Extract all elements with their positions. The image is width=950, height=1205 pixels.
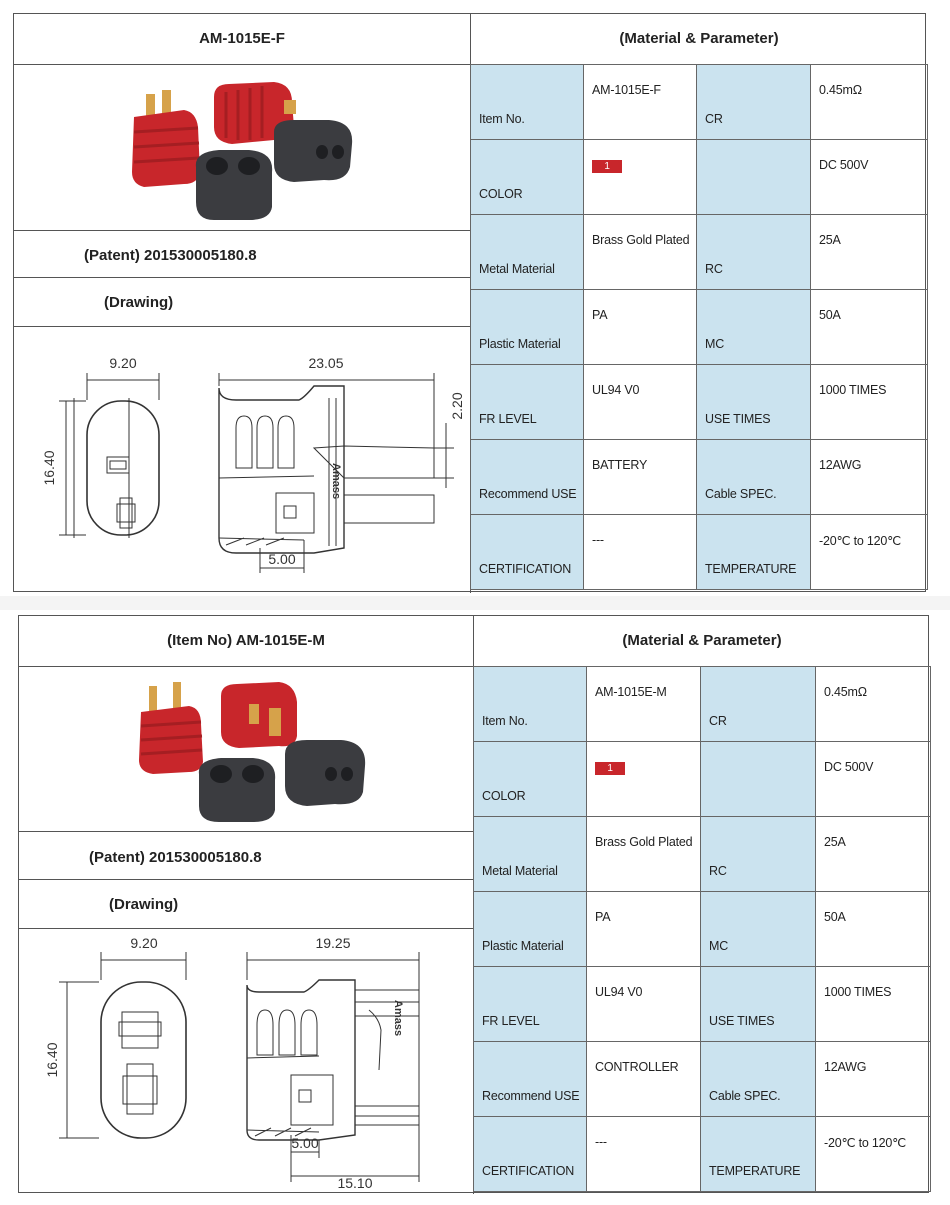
param-value: 50A <box>824 910 846 924</box>
param-value: 50A <box>819 308 841 322</box>
param-value-cell <box>587 967 701 1042</box>
parameter-row <box>471 365 928 440</box>
product-title: AM-1015E-F <box>199 30 285 47</box>
product-title: (Item No) AM-1015E-M <box>167 632 325 649</box>
param-value: Brass Gold Plated <box>592 233 690 247</box>
param-label-cell <box>697 215 811 290</box>
param-value-cell <box>811 140 928 215</box>
param-value: 0.45mΩ <box>819 83 862 97</box>
param-label: Recommend USE <box>482 1089 580 1103</box>
patent-number: (Patent) 201530005180.8 <box>84 247 257 264</box>
param-value: UL94 V0 <box>595 985 643 999</box>
product-card-f <box>13 13 926 592</box>
param-label-cell <box>474 1117 587 1192</box>
param-value-cell <box>587 1042 701 1117</box>
technical-drawing <box>19 930 472 1192</box>
product-photo <box>129 674 389 824</box>
param-value-cell <box>816 892 931 967</box>
param-value-cell <box>584 365 697 440</box>
product-photo <box>114 72 374 222</box>
param-value-cell <box>816 1117 931 1192</box>
param-value-cell <box>811 65 928 140</box>
param-value: 0.45mΩ <box>824 685 867 699</box>
param-label: CERTIFICATION <box>482 1164 575 1178</box>
param-value-cell <box>584 440 697 515</box>
param-label-cell <box>697 515 811 590</box>
param-value-cell <box>584 215 697 290</box>
param-label-cell <box>474 667 587 742</box>
param-label: Metal Material <box>482 864 558 878</box>
param-value-cell <box>584 290 697 365</box>
param-label: USE TIMES <box>709 1014 775 1028</box>
dim-width: 9.20 <box>130 935 158 951</box>
param-label-cell <box>701 967 816 1042</box>
param-value: CONTROLLER <box>595 1060 679 1074</box>
param-value-cell <box>584 140 697 215</box>
param-value: -20℃ to 120℃ <box>819 534 901 548</box>
param-value: AM-1015E-M <box>595 685 667 699</box>
param-label-cell <box>471 290 584 365</box>
param-value-cell <box>816 967 931 1042</box>
param-value: 12AWG <box>819 458 862 472</box>
param-label: CR <box>705 112 723 126</box>
param-label-cell <box>701 1117 816 1192</box>
parameter-table <box>473 666 931 1192</box>
color-swatch: 1 <box>592 160 622 173</box>
param-value-cell <box>811 515 928 590</box>
param-value: --- <box>595 1135 607 1149</box>
param-label: Plastic Material <box>479 337 561 351</box>
parameter-title: (Material & Parameter) <box>619 30 779 47</box>
param-value-cell <box>811 290 928 365</box>
parameter-row <box>471 140 928 215</box>
param-label: CERTIFICATION <box>479 562 572 576</box>
param-value: -20℃ to 120℃ <box>824 1136 906 1150</box>
patent-number: (Patent) 201530005180.8 <box>89 849 262 866</box>
parameter-row <box>474 1117 931 1192</box>
dim-width: 9.20 <box>109 355 137 371</box>
param-value: DC 500V <box>824 760 874 774</box>
param-value-cell <box>584 65 697 140</box>
param-label: TEMPERATURE <box>709 1164 801 1178</box>
parameter-row <box>474 892 931 967</box>
param-label: RC <box>705 262 723 276</box>
param-label-cell <box>474 892 587 967</box>
param-value: Brass Gold Plated <box>595 835 693 849</box>
param-label-cell <box>701 1042 816 1117</box>
parameter-row <box>471 515 928 590</box>
dim-height: 16.40 <box>41 450 57 486</box>
param-value-cell <box>587 1117 701 1192</box>
drawing-label: (Drawing) <box>109 896 179 913</box>
parameter-title: (Material & Parameter) <box>622 632 782 649</box>
param-label: FR LEVEL <box>479 412 537 426</box>
param-label: Cable SPEC. <box>709 1089 781 1103</box>
param-label-cell <box>471 515 584 590</box>
param-label: Item No. <box>479 112 525 126</box>
param-label-cell <box>697 290 811 365</box>
param-label-cell <box>697 140 811 215</box>
param-label-cell <box>474 742 587 817</box>
parameter-row <box>474 742 931 817</box>
param-label: COLOR <box>482 789 526 803</box>
param-label-cell <box>701 892 816 967</box>
param-label: FR LEVEL <box>482 1014 540 1028</box>
param-label-cell <box>474 967 587 1042</box>
param-label-cell <box>701 667 816 742</box>
brand-mark: Amass <box>330 463 342 500</box>
param-label: Plastic Material <box>482 939 564 953</box>
param-value-cell <box>816 817 931 892</box>
color-swatch: 1 <box>595 762 625 775</box>
param-label: USE TIMES <box>705 412 771 426</box>
param-value-cell <box>816 742 931 817</box>
parameter-table <box>470 64 928 590</box>
param-value-cell <box>811 365 928 440</box>
param-value-cell <box>816 667 931 742</box>
param-value: --- <box>592 533 604 547</box>
param-value-cell <box>811 215 928 290</box>
param-label: CR <box>709 714 727 728</box>
param-value-cell <box>587 742 701 817</box>
param-label-cell <box>701 817 816 892</box>
dim-offset: 5.00 <box>268 551 296 567</box>
param-value: PA <box>595 910 611 924</box>
section-separator <box>0 596 950 610</box>
param-label: TEMPERATURE <box>705 562 797 576</box>
param-value-cell <box>587 817 701 892</box>
parameter-row <box>474 817 931 892</box>
param-label-cell <box>471 65 584 140</box>
param-value: BATTERY <box>592 458 648 472</box>
param-label-cell <box>471 140 584 215</box>
param-label: Cable SPEC. <box>705 487 777 501</box>
parameter-row <box>471 440 928 515</box>
param-value: DC 500V <box>819 158 869 172</box>
param-value-cell <box>587 892 701 967</box>
param-value-cell <box>587 667 701 742</box>
param-label-cell <box>471 215 584 290</box>
param-value: 12AWG <box>824 1060 867 1074</box>
param-label-cell <box>701 742 816 817</box>
dim-offset: 5.00 <box>291 1135 319 1151</box>
param-label: Metal Material <box>479 262 555 276</box>
param-value-cell <box>816 1042 931 1117</box>
param-label-cell <box>471 440 584 515</box>
technical-drawing <box>14 328 469 590</box>
parameter-row <box>471 65 928 140</box>
param-label: Recommend USE <box>479 487 577 501</box>
brand-mark: Amass <box>392 1000 404 1037</box>
dim-length: 23.05 <box>308 355 344 371</box>
param-value: 1000 TIMES <box>819 383 887 397</box>
param-label: Item No. <box>482 714 528 728</box>
param-value: AM-1015E-F <box>592 83 661 97</box>
dim-height: 16.40 <box>44 1042 60 1078</box>
param-value: UL94 V0 <box>592 383 640 397</box>
parameter-row <box>471 290 928 365</box>
param-label: RC <box>709 864 727 878</box>
param-label-cell <box>697 65 811 140</box>
param-label: COLOR <box>479 187 523 201</box>
param-value-cell <box>811 440 928 515</box>
param-label-cell <box>697 365 811 440</box>
drawing-label: (Drawing) <box>104 294 174 311</box>
dim-bottom: 15.10 <box>337 1175 373 1191</box>
param-label: MC <box>709 939 729 953</box>
parameter-row <box>474 667 931 742</box>
product-card-m <box>18 615 929 1193</box>
param-value: PA <box>592 308 608 322</box>
parameter-row <box>471 215 928 290</box>
param-label-cell <box>474 817 587 892</box>
parameter-rows <box>471 65 928 590</box>
parameter-rows <box>474 667 931 1192</box>
param-value: 25A <box>819 233 841 247</box>
dim-length: 19.25 <box>315 935 351 951</box>
param-label-cell <box>471 365 584 440</box>
param-label-cell <box>697 440 811 515</box>
parameter-row <box>474 967 931 1042</box>
parameter-row <box>474 1042 931 1117</box>
param-label-cell <box>474 1042 587 1117</box>
param-value-cell <box>584 515 697 590</box>
param-value: 25A <box>824 835 846 849</box>
param-label: MC <box>705 337 725 351</box>
dim-pin: 2.20 <box>449 392 465 420</box>
param-value: 1000 TIMES <box>824 985 892 999</box>
